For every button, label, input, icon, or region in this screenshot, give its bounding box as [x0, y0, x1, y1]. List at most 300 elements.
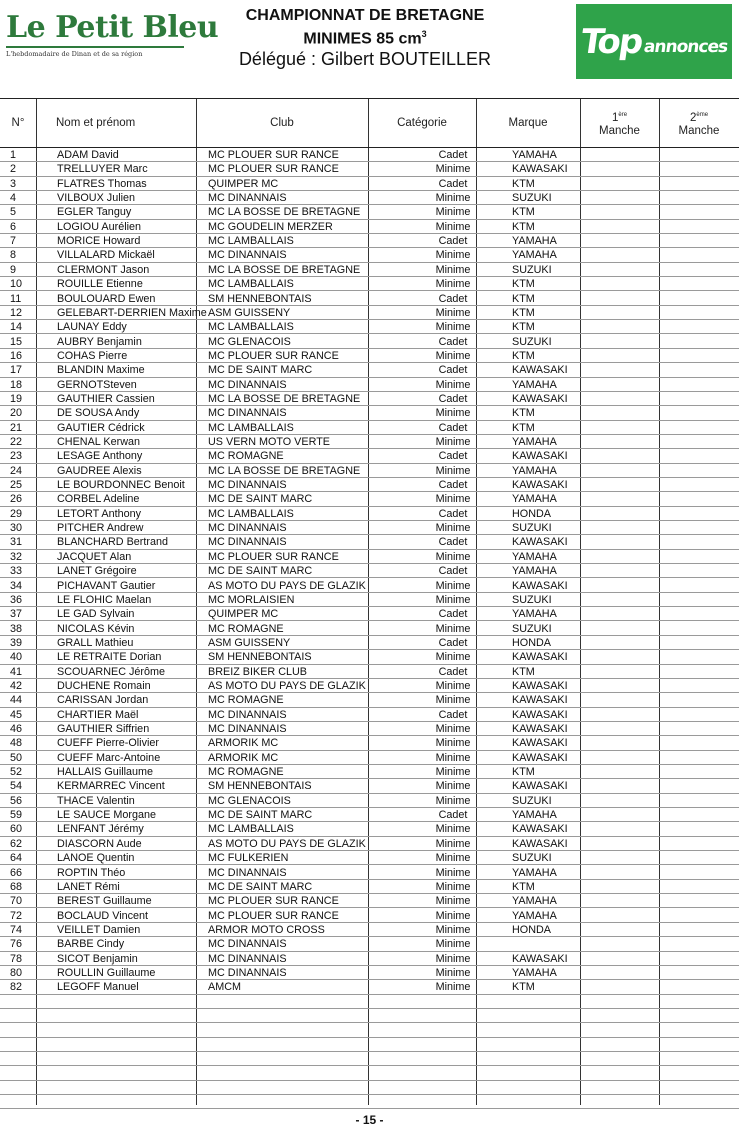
- rider-category: Minime: [435, 651, 471, 664]
- table-row: [0, 722, 739, 736]
- manche-1-label: Manche: [599, 125, 640, 138]
- rider-name: VEILLET Damien: [57, 923, 141, 936]
- rider-name: BARBE Cindy: [57, 938, 125, 951]
- rider-club: ARMOR MOTO CROSS: [208, 923, 325, 936]
- table-row: [0, 478, 739, 492]
- rider-name: BEREST Guillaume: [57, 895, 152, 908]
- rider-club: SM HENNEBONTAIS: [208, 651, 312, 664]
- rider-brand: KAWASAKI: [512, 751, 568, 764]
- rider-club: MC DE SAINT MARC: [208, 880, 313, 893]
- page-number: - 15 -: [355, 1113, 384, 1127]
- table-row: [0, 349, 739, 363]
- table-row: [0, 220, 739, 234]
- col-header-brand: Marque: [508, 117, 548, 129]
- table-row: [0, 205, 739, 219]
- rider-brand: KAWASAKI: [512, 163, 568, 176]
- row-number: 68: [10, 880, 23, 893]
- table-row: [0, 607, 739, 621]
- rider-category: Minime: [435, 866, 471, 879]
- table-row: [0, 966, 739, 980]
- rider-category: Cadet: [438, 292, 468, 305]
- rider-name: CLERMONT Jason: [57, 263, 150, 276]
- rider-brand: YAMAHA: [512, 378, 557, 391]
- rider-name: LETORT Anthony: [57, 507, 142, 520]
- rider-brand: KAWASAKI: [512, 780, 568, 793]
- rider-club: MC LAMBALLAIS: [208, 823, 294, 836]
- rider-brand: SUZUKI: [512, 263, 552, 276]
- row-number: 59: [10, 809, 23, 822]
- rider-category: Minime: [435, 249, 471, 262]
- empty-row: [0, 995, 739, 1009]
- rider-club: MC PLOUER SUR RANCE: [208, 550, 339, 563]
- rider-club: ARMORIK MC: [208, 751, 279, 764]
- rider-category: Minime: [435, 751, 471, 764]
- row-number: 42: [10, 679, 23, 692]
- title-line-1: CHAMPIONNAT DE BRETAGNE: [245, 7, 485, 24]
- rider-club: AS MOTO DU PAYS DE GLAZIK: [208, 837, 366, 850]
- manche-2-number: [690, 108, 708, 125]
- table-row: [0, 234, 739, 248]
- table-row: [0, 378, 739, 392]
- rider-name: LENFANT Jérémy: [57, 823, 144, 836]
- rider-name: DIASCORN Aude: [57, 837, 142, 850]
- row-number: 32: [10, 550, 23, 563]
- rider-brand: KAWASAKI: [512, 737, 568, 750]
- row-number: 20: [10, 407, 23, 420]
- rider-category: Cadet: [438, 608, 468, 621]
- rider-name: HALLAIS Guillaume: [57, 766, 154, 779]
- rider-club: MC ROMAGNE: [208, 622, 284, 635]
- rider-category: Minime: [435, 493, 471, 506]
- table-row: [0, 363, 739, 377]
- rider-category: Minime: [435, 522, 471, 535]
- logo-name: Le Petit Bleu: [6, 10, 219, 45]
- col-header-category: Catégorie: [397, 117, 447, 129]
- rider-category: Cadet: [438, 421, 468, 434]
- row-number: 4: [10, 192, 17, 205]
- row-number: 24: [10, 464, 23, 477]
- top-annonces-word: annonces: [642, 36, 729, 57]
- rider-brand: KAWASAKI: [512, 450, 568, 463]
- rider-name: BOULOUARD Ewen: [57, 292, 156, 305]
- rider-brand: KTM: [512, 665, 535, 678]
- rider-brand: KAWASAKI: [512, 694, 568, 707]
- rider-brand: SUZUKI: [512, 522, 552, 535]
- rider-category: Minime: [435, 579, 471, 592]
- row-number: 14: [10, 321, 23, 334]
- row-number: 22: [10, 436, 23, 448]
- rider-name: LE GAD Sylvain: [57, 608, 135, 621]
- table-row: [0, 492, 739, 506]
- rider-name: CARISSAN Jordan: [57, 694, 149, 707]
- table-row: [0, 335, 739, 349]
- rider-club: MC LA BOSSE DE BRETAGNE: [208, 392, 361, 405]
- row-number: 40: [10, 651, 23, 664]
- table-row: [0, 808, 739, 822]
- rider-club: AS MOTO DU PAYS DE GLAZIK: [208, 579, 366, 592]
- rider-category: Minime: [435, 852, 471, 865]
- table-row: [0, 162, 739, 176]
- table-row: [0, 794, 739, 808]
- rider-club: ASM GUISSENY: [208, 306, 291, 319]
- row-number: 44: [10, 694, 23, 707]
- rider-club: US VERN MOTO VERTE: [208, 436, 330, 448]
- rider-category: Minime: [435, 938, 471, 951]
- table-row: [0, 894, 739, 908]
- rider-category: Minime: [435, 622, 471, 635]
- rider-brand: YAMAHA: [512, 436, 557, 448]
- rider-name: LE BOURDONNEC Benoit: [57, 479, 185, 492]
- rider-brand: KAWASAKI: [512, 651, 568, 664]
- rider-brand: KTM: [512, 407, 535, 420]
- rider-brand: KTM: [512, 206, 535, 219]
- row-number: 66: [10, 866, 23, 879]
- row-number: 7: [10, 235, 17, 248]
- results-table: [0, 98, 739, 1105]
- row-number: 10: [10, 278, 23, 291]
- manche-1-num: 1: [611, 111, 619, 124]
- table-row: [0, 708, 739, 722]
- rider-club: MC LA BOSSE DE BRETAGNE: [208, 206, 361, 219]
- rider-brand: SUZUKI: [512, 335, 552, 348]
- row-number: 31: [10, 536, 23, 549]
- table-row: [0, 779, 739, 793]
- row-number: 78: [10, 952, 23, 965]
- rider-category: Minime: [435, 349, 471, 362]
- rider-name: LANET Grégoire: [57, 565, 137, 578]
- rider-category: Minime: [435, 880, 471, 893]
- row-number: 41: [10, 665, 23, 678]
- rider-brand: HONDA: [512, 923, 551, 936]
- rider-category: Minime: [435, 550, 471, 563]
- rider-brand: YAMAHA: [512, 895, 557, 908]
- rider-brand: SUZUKI: [512, 192, 552, 205]
- rider-name: DE SOUSA Andy: [57, 407, 140, 420]
- rider-brand: KTM: [512, 306, 535, 319]
- rider-name: KERMARREC Vincent: [57, 780, 165, 793]
- rider-club: MC DINANNAIS: [208, 723, 287, 735]
- row-number: 18: [10, 378, 23, 391]
- row-number: 45: [10, 708, 23, 721]
- rider-name: CHENAL Kerwan: [57, 436, 141, 448]
- table-row: [0, 292, 739, 306]
- rider-category: Cadet: [438, 335, 468, 348]
- empty-row: [0, 1009, 739, 1023]
- rider-name: ROUILLE Etienne: [57, 278, 143, 291]
- rider-club: AS MOTO DU PAYS DE GLAZIK: [208, 679, 366, 692]
- row-number: 15: [10, 335, 23, 348]
- rider-name: LAUNAY Eddy: [57, 321, 127, 334]
- row-number: 76: [10, 938, 23, 951]
- rider-name: PICHAVANT Gautier: [57, 579, 156, 592]
- table-row: [0, 191, 739, 205]
- empty-row: [0, 1066, 739, 1080]
- rider-brand: KTM: [512, 880, 535, 893]
- table-row: [0, 851, 739, 865]
- table-row: [0, 392, 739, 406]
- rider-name: BOCLAUD Vincent: [57, 909, 149, 922]
- rider-category: Minime: [435, 278, 471, 291]
- table-row: [0, 248, 739, 262]
- rider-brand: SUZUKI: [512, 593, 552, 606]
- row-number: 60: [10, 823, 23, 836]
- table-row: [0, 636, 739, 650]
- rider-category: Minime: [435, 952, 471, 965]
- row-number: 48: [10, 737, 23, 750]
- rider-name: LE FLOHIC Maelan: [57, 593, 152, 606]
- table-row: [0, 822, 739, 836]
- row-number: 3: [10, 177, 17, 190]
- rider-brand: YAMAHA: [512, 493, 557, 506]
- table-row: [0, 866, 739, 880]
- row-number: 50: [10, 751, 23, 764]
- rider-category: Minime: [435, 837, 471, 850]
- table-row: [0, 564, 739, 578]
- rider-club: MC MORLAISIEN: [208, 593, 295, 606]
- rider-brand: KAWASAKI: [512, 679, 568, 692]
- col-header-manche-1: [580, 99, 659, 147]
- rider-club: MC DE SAINT MARC: [208, 809, 313, 822]
- rider-category: Cadet: [438, 364, 468, 377]
- row-number: 12: [10, 306, 23, 319]
- row-number: 70: [10, 895, 23, 908]
- rider-club: MC LAMBALLAIS: [208, 235, 294, 248]
- rider-category: Cadet: [438, 507, 468, 520]
- col-header-club: Club: [270, 117, 294, 129]
- rider-club: MC PLOUER SUR RANCE: [208, 163, 339, 176]
- manche-1-sup: ère: [618, 111, 628, 118]
- rider-club: MC FULKERIEN: [208, 852, 289, 865]
- table-row: [0, 650, 739, 664]
- rider-club: MC GOUDELIN MERZER: [208, 220, 333, 233]
- row-number: 17: [10, 364, 23, 377]
- row-number: 25: [10, 479, 23, 492]
- rider-brand: YAMAHA: [512, 235, 557, 248]
- rider-category: Minime: [435, 909, 471, 922]
- rider-club: MC LAMBALLAIS: [208, 321, 294, 334]
- table-row: [0, 535, 739, 549]
- rider-name: LEGOFF Manuel: [57, 981, 139, 994]
- title-line-3: Délégué : Gilbert BOUTEILLER: [238, 49, 492, 70]
- rider-brand: KAWASAKI: [512, 823, 568, 836]
- row-number: 21: [10, 421, 23, 434]
- rider-club: MC LA BOSSE DE BRETAGNE: [208, 263, 361, 276]
- table-row: [0, 550, 739, 564]
- manche-2-sup: ème: [696, 111, 709, 118]
- rider-club: ASM GUISSENY: [208, 636, 291, 649]
- rider-brand: HONDA: [512, 636, 551, 649]
- rider-category: Minime: [435, 321, 471, 334]
- rider-name: CHARTIER Maël: [57, 708, 139, 721]
- table-row: [0, 980, 739, 994]
- rider-brand: KAWASAKI: [512, 392, 568, 405]
- rider-club: MC DINANNAIS: [208, 479, 287, 492]
- rider-name: ROULLIN Guillaume: [57, 966, 156, 979]
- row-number: 36: [10, 593, 23, 606]
- rider-club: MC DINANNAIS: [208, 952, 287, 965]
- rider-name: AUBRY Benjamin: [57, 335, 142, 348]
- table-row: [0, 693, 739, 707]
- rider-club: MC ROMAGNE: [208, 766, 284, 779]
- rider-name: VILLALARD Mickaël: [57, 249, 155, 262]
- rider-club: MC DE SAINT MARC: [208, 493, 313, 506]
- rider-name: GELEBART-DERRIEN Maxime: [57, 306, 207, 319]
- rider-name: JACQUET Alan: [57, 550, 132, 563]
- rider-brand: KAWASAKI: [512, 536, 568, 549]
- rider-brand: YAMAHA: [512, 249, 557, 262]
- rider-category: Cadet: [438, 177, 468, 190]
- row-number: 52: [10, 766, 23, 779]
- rider-brand: SUZUKI: [512, 794, 552, 807]
- table-row: [0, 435, 739, 449]
- row-number: 64: [10, 852, 23, 865]
- rider-category: Minime: [435, 981, 471, 994]
- row-number: 74: [10, 923, 23, 936]
- rider-club: MC GLENACOIS: [208, 794, 291, 807]
- rider-club: MC DINANNAIS: [208, 536, 287, 549]
- rider-name: CORBEL Adeline: [57, 493, 140, 506]
- rider-club: MC ROMAGNE: [208, 450, 284, 463]
- rider-brand: YAMAHA: [512, 966, 557, 979]
- rider-category: Minime: [435, 766, 471, 779]
- rider-name: TRELLUYER Marc: [57, 163, 148, 176]
- row-number: 82: [10, 981, 23, 994]
- table-row: [0, 464, 739, 478]
- rider-category: Cadet: [438, 392, 468, 405]
- row-number: 6: [10, 220, 17, 233]
- rider-name: ADAM David: [57, 149, 119, 161]
- rider-club: MC DE SAINT MARC: [208, 565, 313, 578]
- rider-name: BLANCHARD Bertrand: [57, 536, 169, 549]
- rider-category: Cadet: [438, 536, 468, 549]
- rider-club: MC LAMBALLAIS: [208, 421, 294, 434]
- rider-name: GRALL Mathieu: [57, 636, 134, 649]
- rider-category: Minime: [435, 263, 471, 276]
- page-title: [200, 6, 530, 71]
- rider-name: GERNOTSteven: [57, 378, 137, 391]
- rider-club: MC DE SAINT MARC: [208, 364, 313, 377]
- table-row: [0, 909, 739, 923]
- rider-name: LESAGE Anthony: [57, 450, 143, 463]
- manche-1-number: [612, 108, 627, 125]
- row-number: 37: [10, 608, 23, 621]
- rider-club: MC PLOUER SUR RANCE: [208, 895, 339, 908]
- row-number: 16: [10, 349, 23, 362]
- table-row: [0, 593, 739, 607]
- rider-brand: YAMAHA: [512, 909, 557, 922]
- rider-brand: YAMAHA: [512, 464, 557, 477]
- rider-category: Minime: [435, 723, 471, 735]
- row-number: 80: [10, 966, 23, 979]
- table-row: [0, 923, 739, 937]
- rider-brand: KTM: [512, 278, 535, 291]
- rider-category: Minime: [435, 794, 471, 807]
- row-number: 1: [10, 149, 17, 161]
- rider-name: THACE Valentin: [57, 794, 135, 807]
- rider-brand: KTM: [512, 981, 535, 994]
- rider-club: BREIZ BIKER CLUB: [208, 665, 307, 678]
- rider-brand: SUZUKI: [512, 852, 552, 865]
- row-number: 29: [10, 507, 23, 520]
- rider-brand: YAMAHA: [512, 550, 557, 563]
- rider-club: MC DINANNAIS: [208, 966, 287, 979]
- rider-club: MC DINANNAIS: [208, 938, 287, 951]
- rider-club: QUIMPER MC: [208, 177, 279, 190]
- rider-category: Minime: [435, 895, 471, 908]
- row-number: 23: [10, 450, 23, 463]
- rider-category: Minime: [435, 694, 471, 707]
- empty-row: [0, 1023, 739, 1037]
- empty-row: [0, 1052, 739, 1066]
- table-row: [0, 177, 739, 191]
- rider-category: Minime: [435, 780, 471, 793]
- col-header-name: Nom et prénom: [56, 117, 136, 129]
- col-header-no: N°: [11, 117, 25, 129]
- rider-category: Cadet: [438, 149, 468, 161]
- row-number: 54: [10, 780, 23, 793]
- rider-club: AMCM: [208, 981, 241, 994]
- rider-brand: KAWASAKI: [512, 723, 568, 735]
- rider-name: BLANDIN Maxime: [57, 364, 145, 377]
- rider-name: FLATRES Thomas: [57, 177, 147, 190]
- rider-category: Minime: [435, 192, 471, 205]
- row-number: 62: [10, 837, 23, 850]
- manche-2-label: Manche: [678, 125, 720, 138]
- rider-brand: HONDA: [512, 507, 551, 520]
- table-row: [0, 765, 739, 779]
- rider-category: Cadet: [438, 636, 468, 649]
- row-number: 8: [10, 249, 17, 262]
- rider-club: MC LAMBALLAIS: [208, 507, 294, 520]
- col-header-manche-2: [659, 99, 739, 147]
- rider-brand: KAWASAKI: [512, 479, 568, 492]
- rider-category: Minime: [435, 206, 471, 219]
- rider-club: MC GLENACOIS: [208, 335, 291, 348]
- empty-row: [0, 1095, 739, 1109]
- rider-category: Minime: [435, 593, 471, 606]
- row-number: 5: [10, 206, 17, 219]
- table-row: [0, 952, 739, 966]
- rider-club: MC DINANNAIS: [208, 522, 287, 535]
- title-line-2-text: MINIMES 85 cm: [303, 30, 422, 48]
- rider-name: ROPTIN Théo: [57, 866, 126, 879]
- rider-category: Minime: [435, 679, 471, 692]
- rider-club: QUIMPER MC: [208, 608, 279, 621]
- rider-name: LANOE Quentin: [57, 852, 135, 865]
- rider-brand: YAMAHA: [512, 565, 557, 578]
- rider-category: Cadet: [438, 479, 468, 492]
- rider-category: Cadet: [438, 708, 468, 721]
- rider-category: Minime: [435, 966, 471, 979]
- table-row: [0, 449, 739, 463]
- rider-category: Minime: [435, 378, 471, 391]
- rider-name: GAUTHIER Cassien: [57, 392, 155, 405]
- row-number: 34: [10, 579, 23, 592]
- rider-name: GAUTIER Cédrick: [57, 421, 145, 434]
- rider-category: Cadet: [438, 565, 468, 578]
- row-number: 9: [10, 263, 17, 276]
- logo-rule: [6, 46, 184, 48]
- manche-2-num: 2: [689, 111, 697, 124]
- row-number: 33: [10, 565, 23, 578]
- rider-category: Minime: [435, 464, 471, 477]
- row-number: 19: [10, 392, 23, 405]
- table-row: [0, 306, 739, 320]
- rider-category: Cadet: [438, 235, 468, 248]
- rider-club: MC PLOUER SUR RANCE: [208, 909, 339, 922]
- rider-brand: KTM: [512, 292, 535, 305]
- rider-brand: KTM: [512, 766, 535, 779]
